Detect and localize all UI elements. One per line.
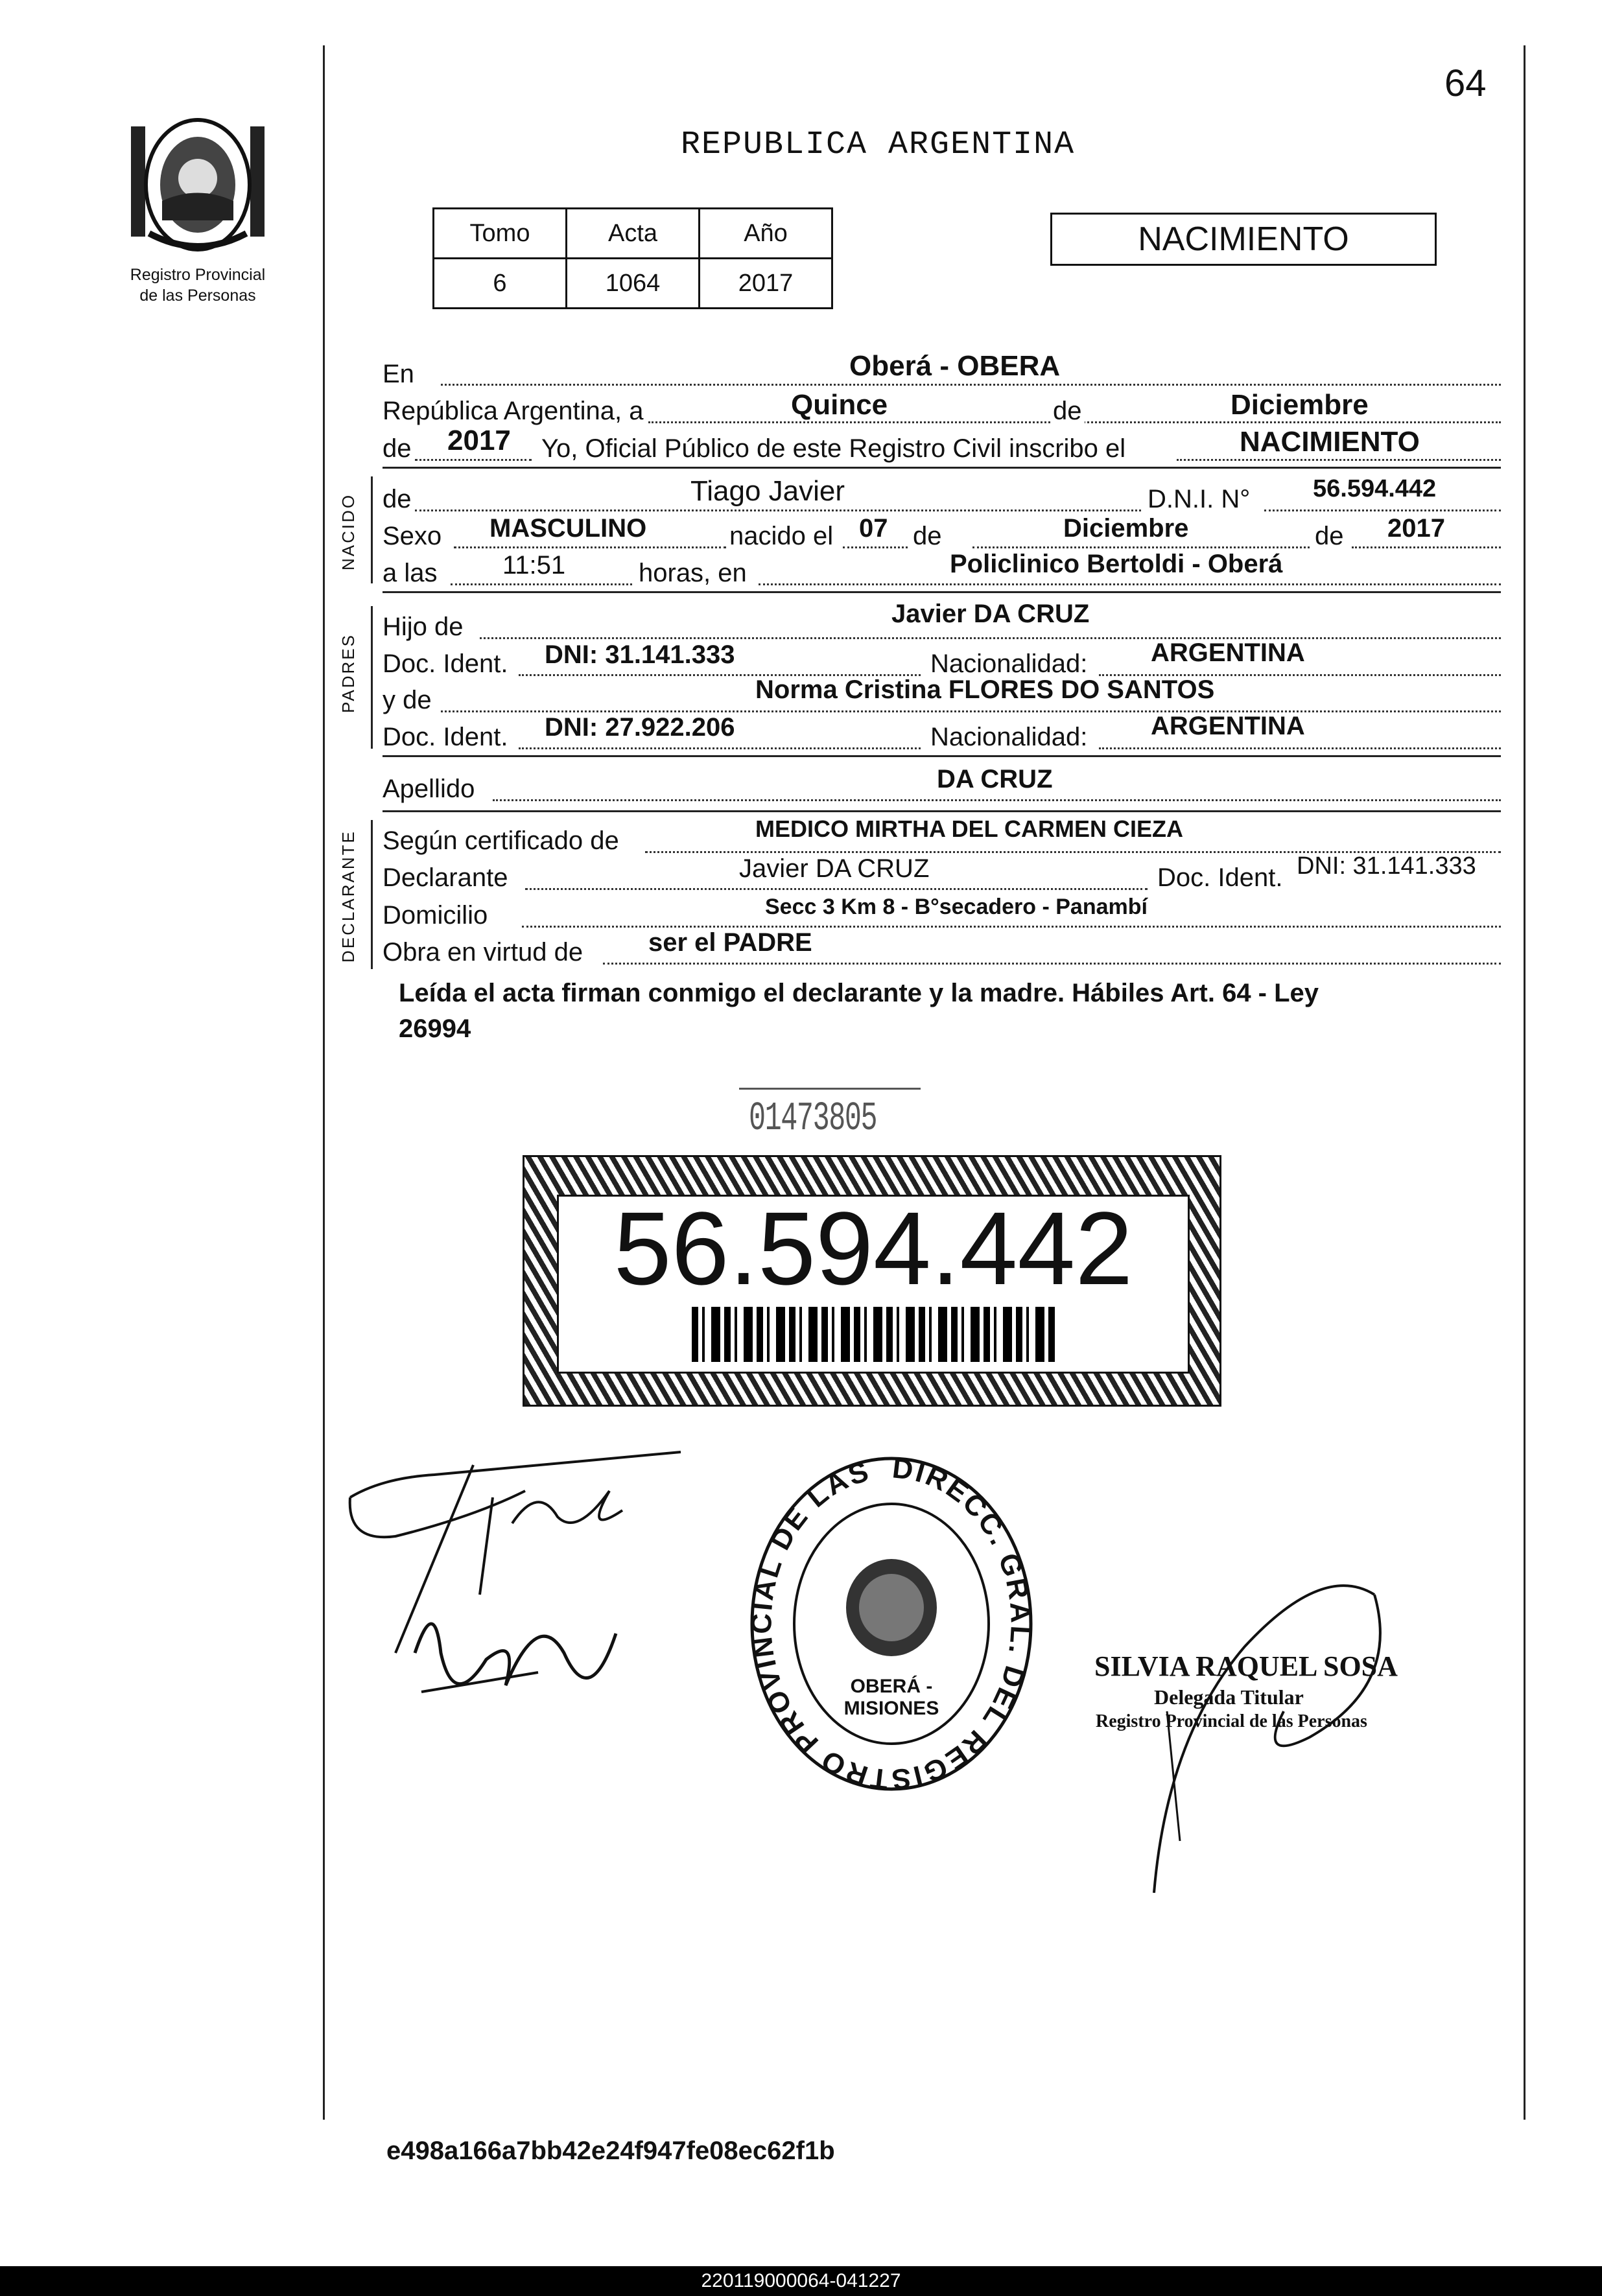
declarante-bracket bbox=[371, 820, 373, 969]
father-doc: DNI: 31.141.333 bbox=[545, 640, 735, 669]
intro-divider bbox=[383, 467, 1501, 469]
official-signature bbox=[1128, 1569, 1400, 1906]
page-title: REPUBLICA ARGENTINA bbox=[681, 126, 1076, 163]
apellido-divider bbox=[383, 810, 1501, 812]
dotline bbox=[525, 888, 1148, 890]
child-dni: 56.594.442 bbox=[1313, 475, 1437, 502]
mother-doc: DNI: 27.922.206 bbox=[545, 713, 735, 742]
province-logo bbox=[123, 107, 272, 263]
mother-doc-label: Doc. Ident. bbox=[383, 723, 508, 751]
page-number: 64 bbox=[1444, 62, 1487, 104]
domicilio-label: Domicilio bbox=[383, 901, 488, 930]
logo-caption-2: de las Personas bbox=[139, 287, 256, 305]
left-margin-line bbox=[323, 45, 325, 2120]
declarante-label: Declarante bbox=[383, 863, 508, 892]
act-type-label: NACIMIENTO bbox=[1138, 220, 1349, 258]
dotline bbox=[522, 926, 1501, 928]
mother-nationality: ARGENTINA bbox=[1151, 712, 1305, 740]
province-seal-icon bbox=[123, 107, 272, 263]
intro-month: Diciembre bbox=[1231, 389, 1369, 421]
padres-section-label: PADRES bbox=[338, 633, 358, 713]
dotline bbox=[415, 510, 1141, 511]
nacido-section-label: NACIDO bbox=[338, 493, 358, 570]
official-role: Delegada Titular bbox=[1154, 1685, 1304, 1709]
declarante-doc-label: Doc. Ident. bbox=[1157, 863, 1283, 892]
dotline bbox=[493, 799, 1501, 801]
nacido-de-label: de bbox=[383, 485, 412, 513]
dotline bbox=[603, 963, 1501, 965]
dotline bbox=[759, 583, 1501, 585]
act-type-box bbox=[1050, 213, 1437, 266]
father-doc-label: Doc. Ident. bbox=[383, 650, 508, 678]
dotline bbox=[480, 637, 1501, 639]
padres-divider bbox=[383, 755, 1501, 757]
horas-label: horas, en bbox=[639, 559, 747, 587]
footer-bar bbox=[0, 2266, 1602, 2296]
dotline bbox=[1264, 510, 1501, 511]
birth-month: Diciembre bbox=[1063, 514, 1189, 543]
footer-code: 220119000064-041227 bbox=[701, 2270, 901, 2291]
right-margin-line bbox=[1524, 45, 1525, 2120]
intro-statement: Yo, Oficial Público de este Registro Civil inscribo el bbox=[541, 434, 1126, 463]
intro-de-label-2: de bbox=[383, 434, 412, 463]
sticker-number: 56.594.442 bbox=[613, 1190, 1133, 1306]
domicilio-value: Secc 3 Km 8 - B°secadero - Panambí bbox=[765, 895, 1148, 919]
declarante-name: Javier DA CRUZ bbox=[739, 854, 930, 883]
official-seal bbox=[746, 1452, 1037, 1796]
child-name: Tiago Javier bbox=[690, 475, 845, 507]
birth-day: 07 bbox=[859, 514, 888, 543]
value-anio: 2017 bbox=[700, 259, 832, 309]
official-seal-icon bbox=[746, 1452, 1037, 1796]
birth-year: 2017 bbox=[1387, 514, 1445, 543]
official-org: Registro Provincial de las Personas bbox=[1096, 1711, 1367, 1731]
document-hash: e498a166a7bb42e24f947fe08ec62f1b bbox=[386, 2137, 835, 2165]
nacido-bracket bbox=[371, 476, 373, 583]
apellido-value: DA CRUZ bbox=[937, 765, 1053, 793]
dotline bbox=[441, 710, 1501, 712]
dotline bbox=[843, 546, 908, 548]
obra-label: Obra en virtud de bbox=[383, 938, 583, 966]
intro-year: 2017 bbox=[447, 425, 511, 456]
birth-time: 11:51 bbox=[502, 551, 566, 580]
value-acta: 1064 bbox=[567, 259, 700, 309]
en-label: En bbox=[383, 360, 414, 388]
dotline bbox=[454, 546, 726, 548]
value-tomo: 6 bbox=[434, 259, 567, 309]
yde-label: y de bbox=[383, 686, 432, 714]
declarante-section-label: DECLARANTE bbox=[338, 830, 358, 963]
republic-label: República Argentina, a bbox=[383, 397, 644, 425]
dotline bbox=[415, 459, 532, 461]
apellido-label: Apellido bbox=[383, 775, 475, 803]
seal-ring-text: DIRECC. GRAL. DEL REGISTRO PROVINCIAL DE LAS bbox=[746, 1452, 1037, 1796]
stamp-underline bbox=[739, 1088, 921, 1090]
intro-place: Oberá - OBERA bbox=[849, 350, 1061, 382]
obra-value: ser el PADRE bbox=[648, 928, 812, 957]
dotline bbox=[1099, 747, 1501, 749]
dni-label: D.N.I. N° bbox=[1148, 485, 1251, 513]
certificate-by: MEDICO MIRTHA DEL CARMEN CIEZA bbox=[755, 815, 1183, 842]
nacido-divider bbox=[383, 591, 1501, 593]
father-name: Javier DA CRUZ bbox=[891, 600, 1090, 628]
register-table bbox=[432, 207, 833, 309]
dotline bbox=[1352, 546, 1501, 548]
cert-label: Según certificado de bbox=[383, 826, 619, 855]
nacido-de-label-2: de bbox=[1315, 522, 1344, 550]
father-nationality: ARGENTINA bbox=[1151, 638, 1305, 667]
declarant-signature bbox=[344, 1439, 707, 1750]
dotline bbox=[1177, 459, 1501, 461]
closing-line-1: Leída el acta firman conmigo el declarante y la madre. Hábiles Art. 64 - Ley bbox=[399, 979, 1319, 1007]
sexo-label: Sexo bbox=[383, 522, 442, 550]
declarante-doc: DNI: 31.141.333 bbox=[1297, 852, 1476, 880]
nacido-de-label-1: de bbox=[913, 522, 942, 550]
mother-name: Norma Cristina FLORES DO SANTOS bbox=[755, 675, 1215, 704]
dotline bbox=[972, 546, 1310, 548]
intro-day: Quince bbox=[791, 389, 888, 421]
barcode-icon bbox=[692, 1307, 1055, 1362]
closing-line-2: 26994 bbox=[399, 1014, 471, 1043]
dotline bbox=[441, 384, 1501, 386]
padres-bracket bbox=[371, 606, 373, 749]
birth-place: Policlinico Bertoldi - Oberá bbox=[950, 550, 1283, 578]
header-acta: Acta bbox=[567, 209, 700, 259]
dotline bbox=[519, 747, 921, 749]
header-anio: Año bbox=[700, 209, 832, 259]
logo-caption-1: Registro Provincial bbox=[130, 266, 266, 284]
stamp-serial: 01473805 bbox=[749, 1095, 877, 1142]
hijo-label: Hijo de bbox=[383, 613, 464, 641]
sticker-inner bbox=[557, 1190, 1190, 1374]
mother-nat-label: Nacionalidad: bbox=[930, 723, 1088, 751]
seal-inner-text: OBERÁ - MISIONES bbox=[843, 1676, 939, 1719]
official-name: SILVIA RAQUEL SOSA bbox=[1094, 1650, 1398, 1682]
father-nat-label: Nacionalidad: bbox=[930, 650, 1088, 678]
intro-act-word: NACIMIENTO bbox=[1240, 426, 1420, 458]
intro-de-label-1: de bbox=[1050, 397, 1085, 426]
dni-sticker bbox=[523, 1155, 1221, 1407]
dotline bbox=[451, 583, 632, 585]
alas-label: a las bbox=[383, 559, 438, 587]
child-sex: MASCULINO bbox=[489, 514, 647, 543]
nacido-el-label: nacido el bbox=[729, 522, 834, 550]
header-tomo: Tomo bbox=[434, 209, 567, 259]
